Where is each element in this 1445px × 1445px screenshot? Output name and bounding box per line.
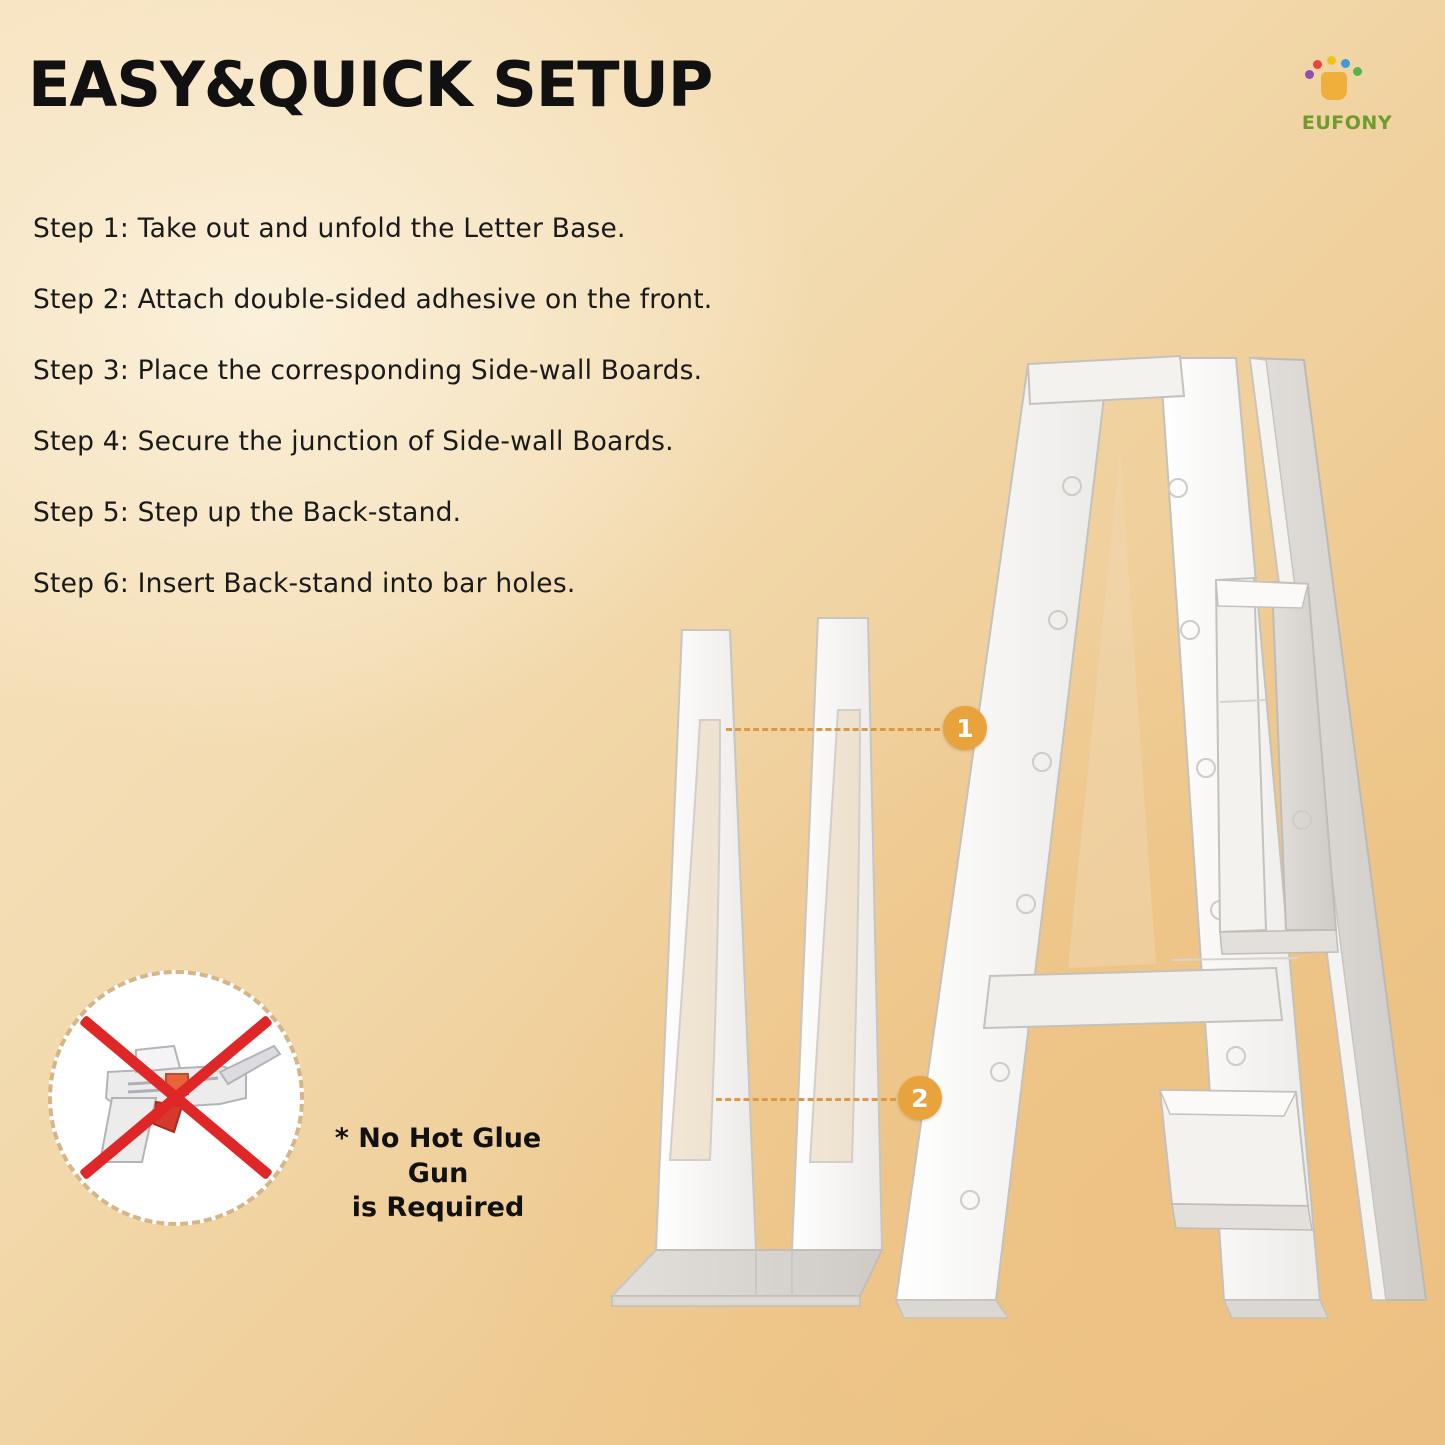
list-item: Step 4: Secure the junction of Side-wall Boards. <box>33 425 674 457</box>
list-item: Step 1: Take out and unfold the Letter Base. <box>33 213 626 244</box>
no-glue-gun-label-line1: * No Hot Glue Gun <box>334 1123 542 1189</box>
list-item: Step 6: Insert Back-stand into bar holes. <box>33 567 576 599</box>
no-glue-gun-label-line2: is Required <box>351 1192 525 1224</box>
callout-badge-2: 2 <box>898 1076 942 1120</box>
glue-gun-circle-badge <box>48 970 304 1226</box>
no-glue-gun-label <box>303 1122 573 1226</box>
no-glue-gun-notice <box>48 970 568 1224</box>
callout-leader-2 <box>716 1098 896 1101</box>
letter-a-marquee-assembly-diagram <box>560 300 1440 1360</box>
assembly-drawing <box>560 300 1440 1360</box>
logo-dot-green <box>1353 67 1362 76</box>
logo-hand-shape <box>1321 72 1347 100</box>
list-item: Step 5: Step up the Back-stand. <box>33 496 462 528</box>
logo-dot-blue <box>1341 59 1350 68</box>
logo-dot-red <box>1313 60 1322 69</box>
side-wall-boards <box>612 618 882 1306</box>
logo-dot-yellow <box>1327 56 1336 65</box>
callout-leader-1 <box>726 728 940 731</box>
list-item: Step 2: Attach double-sided adhesive on the front. <box>33 283 713 315</box>
glue-gun-crossed-out-icon <box>70 1032 282 1168</box>
callout-badge-1: 1 <box>943 706 987 750</box>
brand-name: EUFONY <box>1301 112 1393 134</box>
page-title: EASY&QUICK SETUP <box>28 48 713 121</box>
hand-with-colored-dots-logo-icon <box>1287 58 1407 110</box>
list-item: Step 3: Place the corresponding Side-wall Boards. <box>33 354 703 386</box>
glue-gun-drawing <box>70 1032 282 1168</box>
logo-dot-purple <box>1305 70 1314 79</box>
brand-logo <box>1287 58 1407 134</box>
